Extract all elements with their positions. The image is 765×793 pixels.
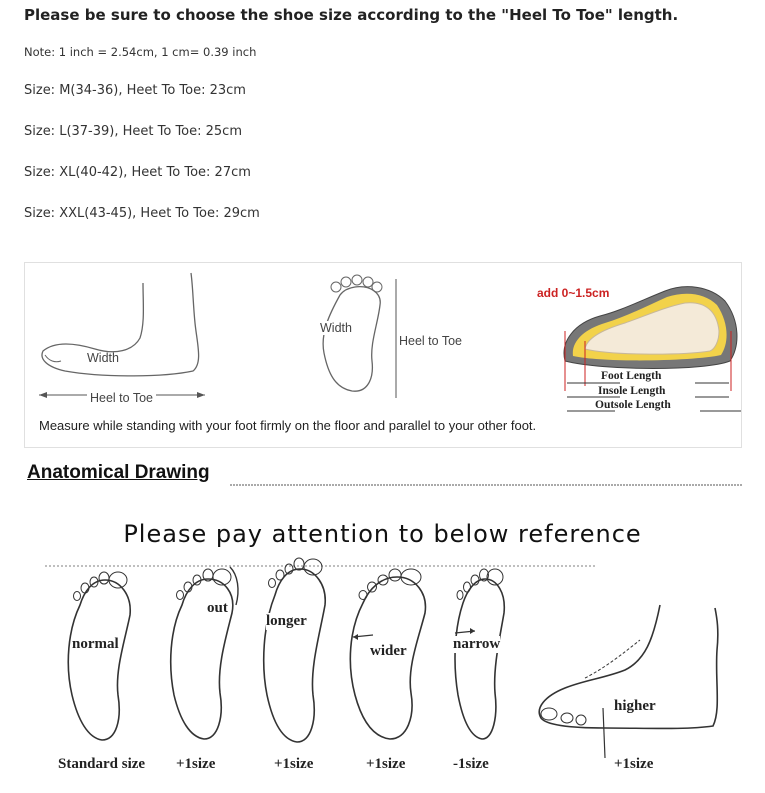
side-width-label: Width: [87, 351, 119, 365]
sole-drawing: [310, 273, 410, 403]
measurement-panel: [24, 262, 742, 448]
anatomical-title: Anatomical Drawing: [27, 462, 210, 483]
advice-out: +1size: [176, 756, 216, 772]
advice-longer: +1size: [274, 756, 314, 772]
foot-length-label: Foot Length: [601, 370, 662, 382]
insole-length-label: Insole Length: [598, 385, 666, 397]
foot-label-higher: higher: [614, 698, 656, 714]
foot-higher-icon: [525, 600, 735, 760]
size-row-xl: Size: XL(40-42), Heet To Toe: 27cm: [24, 165, 251, 180]
add-allowance-label: add 0~1.5cm: [537, 286, 610, 300]
side-heel-label: Heel to Toe: [87, 391, 156, 405]
advice-narrow: -1size: [453, 756, 489, 772]
foot-label-longer: longer: [266, 613, 307, 629]
sole-heel-label: Heel to Toe: [399, 334, 463, 348]
foot-longer-icon: [255, 555, 335, 750]
page-headline: Please be sure to choose the shoe size according to the "Heel To Toe" length.: [24, 6, 679, 24]
title-underline: [230, 482, 745, 490]
advice-wider: +1size: [366, 756, 406, 772]
foot-normal-icon: [60, 570, 140, 750]
foot-narrow-icon: [445, 565, 515, 750]
foot-label-narrow: narrow: [453, 636, 501, 652]
foot-label-normal: normal: [72, 636, 119, 652]
advice-normal: Standard size: [58, 756, 146, 772]
sole-width-label: Width: [320, 321, 352, 335]
advice-higher: +1size: [614, 756, 654, 772]
size-row-xxl: Size: XXL(43-45), Heet To Toe: 29cm: [24, 206, 260, 221]
measure-instruction: Measure while standing with your foot firmly on the floor and parallel to your other foot.: [39, 418, 537, 433]
foot-label-wider: wider: [370, 643, 407, 659]
size-row-m: Size: M(34-36), Heet To Toe: 23cm: [24, 83, 246, 98]
reference-title: Please pay attention to below reference: [123, 520, 642, 548]
unit-note: Note: 1 inch = 2.54cm, 1 cm= 0.39 inch: [24, 45, 257, 59]
outsole-length-label: Outsole Length: [595, 399, 671, 411]
size-row-l: Size: L(37-39), Heet To Toe: 25cm: [24, 124, 242, 139]
foot-out-icon: [160, 565, 245, 750]
foot-label-out: out: [207, 600, 228, 616]
